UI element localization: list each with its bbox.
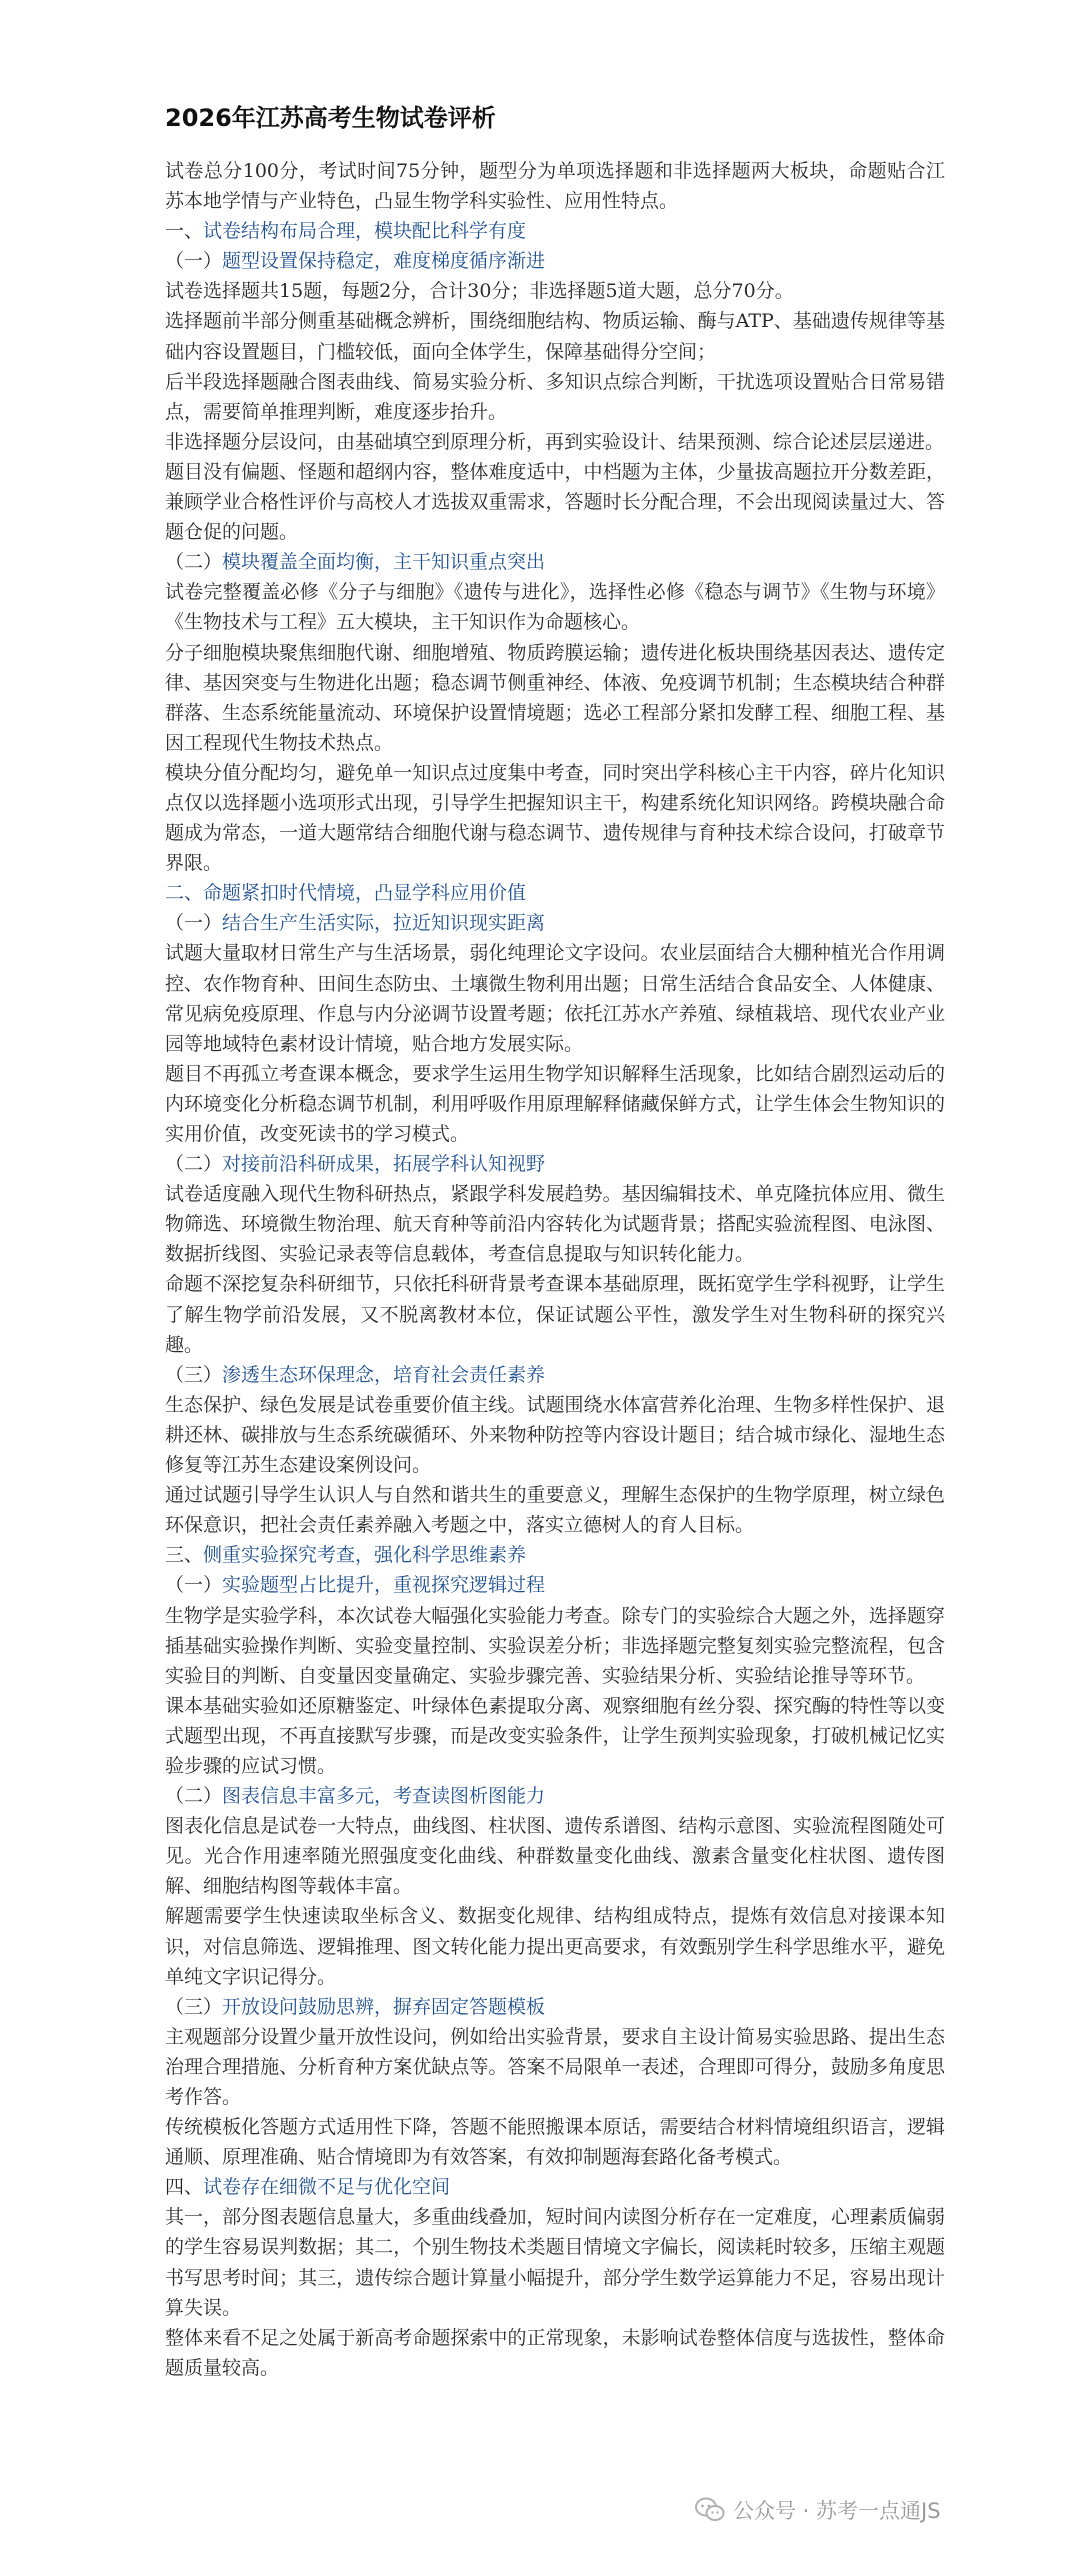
heading-number: 二、 [165,882,204,905]
paragraph: 解题需要学生快速读取坐标含义、数据变化规律、结构组成特点，提炼有效信息对接课本知识，对信息筛选、逻辑推理、图文转化能力提出更高要求，有效甄别学生科学思维水平，避免单纯文字识记得分。 [165,1905,945,1988]
heading-text: 实验题型占比提升，重视探究逻辑过程 [222,1574,546,1597]
footer-text: 公众号 · 苏考一点通JS [733,2499,941,2523]
paragraph: 非选择题分层设问，由基础填空到原理分析，再到实验设计、结果预测、综合论述层层递进。 [165,430,945,453]
heading-number: （二） [165,1153,223,1176]
subsection-heading [165,1570,945,1600]
heading-text: 侧重实验探究考查，强化科学思维素养 [203,1544,527,1567]
heading-text: 开放设问鼓励思辨，摒弃固定答题模板 [222,1995,546,2018]
paragraph: 图表化信息是试卷一大特点，曲线图、柱状图、遗传系谱图、结构示意图、实验流程图随处可见。光合作用速率随光照强度变化曲线、种群数量变化曲线、激素含量变化柱状图、遗传图解、细胞结构图等载体丰富。 [165,1815,945,1898]
subsection-heading [165,1360,945,1390]
subsection-heading [165,1992,945,2022]
paragraph: 题目没有偏题、怪题和超纲内容，整体难度适中，中档题为主体，少量拔高题拉开分数差距，兼顾学业合格性评价与高校人才选拔双重需求，答题时长分配合理，不会出现阅读量过大、答题仓促的问题。 [165,460,945,544]
heading-text: 对接前沿科研成果，拓展学科认知视野 [222,1153,546,1176]
section-heading [165,2172,945,2202]
subsection-heading [165,246,945,276]
paragraph: 整体来看不足之处属于新高考命题探索中的正常现象，未影响试卷整体信度与选拔性，整体命题质量较高。 [165,2326,945,2379]
paragraph: 试卷完整覆盖必修《分子与细胞》《遗传与进化》，选择性必修《稳态与调节》《生物与环境》《生物技术与工程》五大模块，主干知识作为命题核心。 [165,581,945,634]
heading-number: 四、 [165,2176,204,2199]
paragraph: 生态保护、绿色发展是试卷重要价值主线。试题围绕水体富营养化治理、生物多样性保护、退耕还林、碳排放与生态系统碳循环、外来物种防控等内容设计题目；结合城市绿化、湿地生态修复等江苏生态建设案例设问。 [165,1393,945,1477]
heading-number: （一） [165,1574,223,1597]
subsection-heading [165,547,945,577]
section-heading [165,1540,945,1570]
heading-number: （三） [165,1995,223,2018]
paragraph: 通过试题引导学生认识人与自然和谐共生的重要意义，理解生态保护的生物学原理，树立绿色环保意识，把社会责任素养融入考题之中，落实立德树人的育人目标。 [165,1484,945,1537]
subsection-heading [165,1149,945,1179]
heading-number: （三） [165,1363,223,1386]
heading-text: 试卷结构布局合理，模块配比科学有度 [203,220,527,243]
article-body [165,156,945,2383]
paragraph: 模块分值分配均匀，避免单一知识点过度集中考查，同时突出学科核心主干内容，碎片化知识点仅以选择题小选项形式出现，引导学生把握知识主干，构建系统化知识网络。跨模块融合命题成为常态，一道大题常结合细胞代谢与稳态调节、遗传规律与育种技术综合设问，打破章节界限。 [165,761,945,875]
heading-number: 一、 [165,220,204,243]
footer-watermark [695,2492,941,2528]
paragraph: 命题不深挖复杂科研细节，只依托科研背景考查课本基础原理，既拓宽学生学科视野，让学生了解生物学前沿发展，又不脱离教材本位，保证试题公平性，激发学生对生物科研的探究兴趣。 [165,1273,945,1356]
paragraph: 其一，部分图表题信息量大，多重曲线叠加，短时间内读图分析存在一定难度，心理素质偏弱的学生容易误判数据；其二，个别生物技术类题目情境文字偏长，阅读耗时较多，压缩主观题书写思考时间；其三，遗传综合题计算量小幅提升，部分学生数学运算能力不足，容易出现计算失误。 [165,2206,945,2319]
paragraph: 题目不再孤立考查课本概念，要求学生运用生物学知识解释生活现象，比如结合剧烈运动后的内环境变化分析稳态调节机制，利用呼吸作用原理解释储藏保鲜方式，让学生体会生物知识的实用价值，改变死读书的学习模式。 [165,1062,945,1145]
wechat-icon [695,2497,725,2523]
heading-number: （一） [165,912,223,935]
paragraph: 试卷适度融入现代生物科研热点，紧跟学科发展趋势。基因编辑技术、单克隆抗体应用、微生物筛选、环境微生物治理、航天育种等前沿内容转化为试题背景；搭配实验流程图、电泳图、数据折线图、实验记录表等信息载体，考查信息提取与知识转化能力。 [165,1183,945,1266]
heading-text: 命题紧扣时代情境，凸显学科应用价值 [203,882,527,905]
heading-text: 试卷存在细微不足与优化空间 [203,2176,451,2199]
paragraph: 传统模板化答题方式适用性下降，答题不能照搬课本原话，需要结合材料情境组织语言，逻辑通顺、原理准确、贴合情境即为有效答案，有效抑制题海套路化备考模式。 [165,2116,945,2169]
heading-text: 渗透生态环保理念，培育社会责任素养 [222,1363,546,1386]
paragraph: 生物学是实验学科，本次试卷大幅强化实验能力考查。除专门的实验综合大题之外，选择题穿插基础实验操作判断、实验变量控制、实验误差分析；非选择题完整复刻实验完整流程，包含实验目的判断、自变量因变量确定、实验步骤完善、实验结果分析、实验结论推导等环节。 [165,1604,945,1687]
paragraph: 试题大量取材日常生产与生活场景，弱化纯理论文字设问。农业层面结合大棚种植光合作用调控、农作物育种、田间生态防虫、土壤微生物利用出题；日常生活结合食品安全、人体健康、常见病免疫原理、作息与内分泌调节设置考题；依托江苏水产养殖、绿植栽培、现代农业产业园等地域特色素材设计情境，贴合地方发展实际。 [165,942,945,1055]
heading-number: （二） [165,551,223,574]
paragraph: 试卷总分100分，考试时间75分钟，题型分为单项选择题和非选择题两大板块，命题贴合江苏本地学情与产业特色，凸显生物学科实验性、应用性特点。 [165,160,945,213]
heading-text: 结合生产生活实际，拉近知识现实距离 [222,912,546,935]
heading-number: （一） [165,250,223,273]
heading-text: 模块覆盖全面均衡，主干知识重点突出 [222,551,546,574]
heading-number: （二） [165,1785,223,1808]
subsection-heading [165,908,945,938]
section-heading [165,216,945,246]
paragraph: 课本基础实验如还原糖鉴定、叶绿体色素提取分离、观察细胞有丝分裂、探究酶的特性等以变式题型出现，不再直接默写步骤，而是改变实验条件，让学生预判实验现象，打破机械记忆实验步骤的应试习惯。 [165,1694,945,1777]
article [165,100,945,2383]
paragraph: 后半段选择题融合图表曲线、简易实验分析、多知识点综合判断，干扰选项设置贴合日常易错点，需要简单推理判断，难度逐步抬升。 [165,370,945,423]
section-heading [165,878,945,908]
article-title: 2026年江苏高考生物试卷评析 [165,104,496,132]
paragraph: 主观题部分设置少量开放性设问，例如给出实验背景，要求自主设计简易实验思路、提出生态治理合理措施、分析育种方案优缺点等。答案不局限单一表述，合理即可得分，鼓励多角度思考作答。 [165,2025,945,2108]
subsection-heading [165,1781,945,1811]
heading-number: 三、 [165,1544,204,1567]
heading-text: 图表信息丰富多元，考查读图析图能力 [222,1785,546,1808]
paragraph: 分子细胞模块聚焦细胞代谢、细胞增殖、物质跨膜运输；遗传进化板块围绕基因表达、遗传定律、基因突变与生物进化出题；稳态调节侧重神经、体液、免疫调节机制；生态模块结合种群群落、生态系统能量流动、环境保护设置情境题；选必工程部分紧扣发酵工程、细胞工程、基因工程现代生物技术热点。 [165,641,945,754]
heading-text: 题型设置保持稳定，难度梯度循序渐进 [222,250,546,273]
paragraph: 选择题前半部分侧重基础概念辨析，围绕细胞结构、物质运输、酶与ATP、基础遗传规律等基础内容设置题目，门槛较低，面向全体学生，保障基础得分空间； [165,310,945,363]
paragraph: 试卷选择题共15题，每题2分，合计30分；非选择题5道大题，总分70分。 [165,280,794,303]
